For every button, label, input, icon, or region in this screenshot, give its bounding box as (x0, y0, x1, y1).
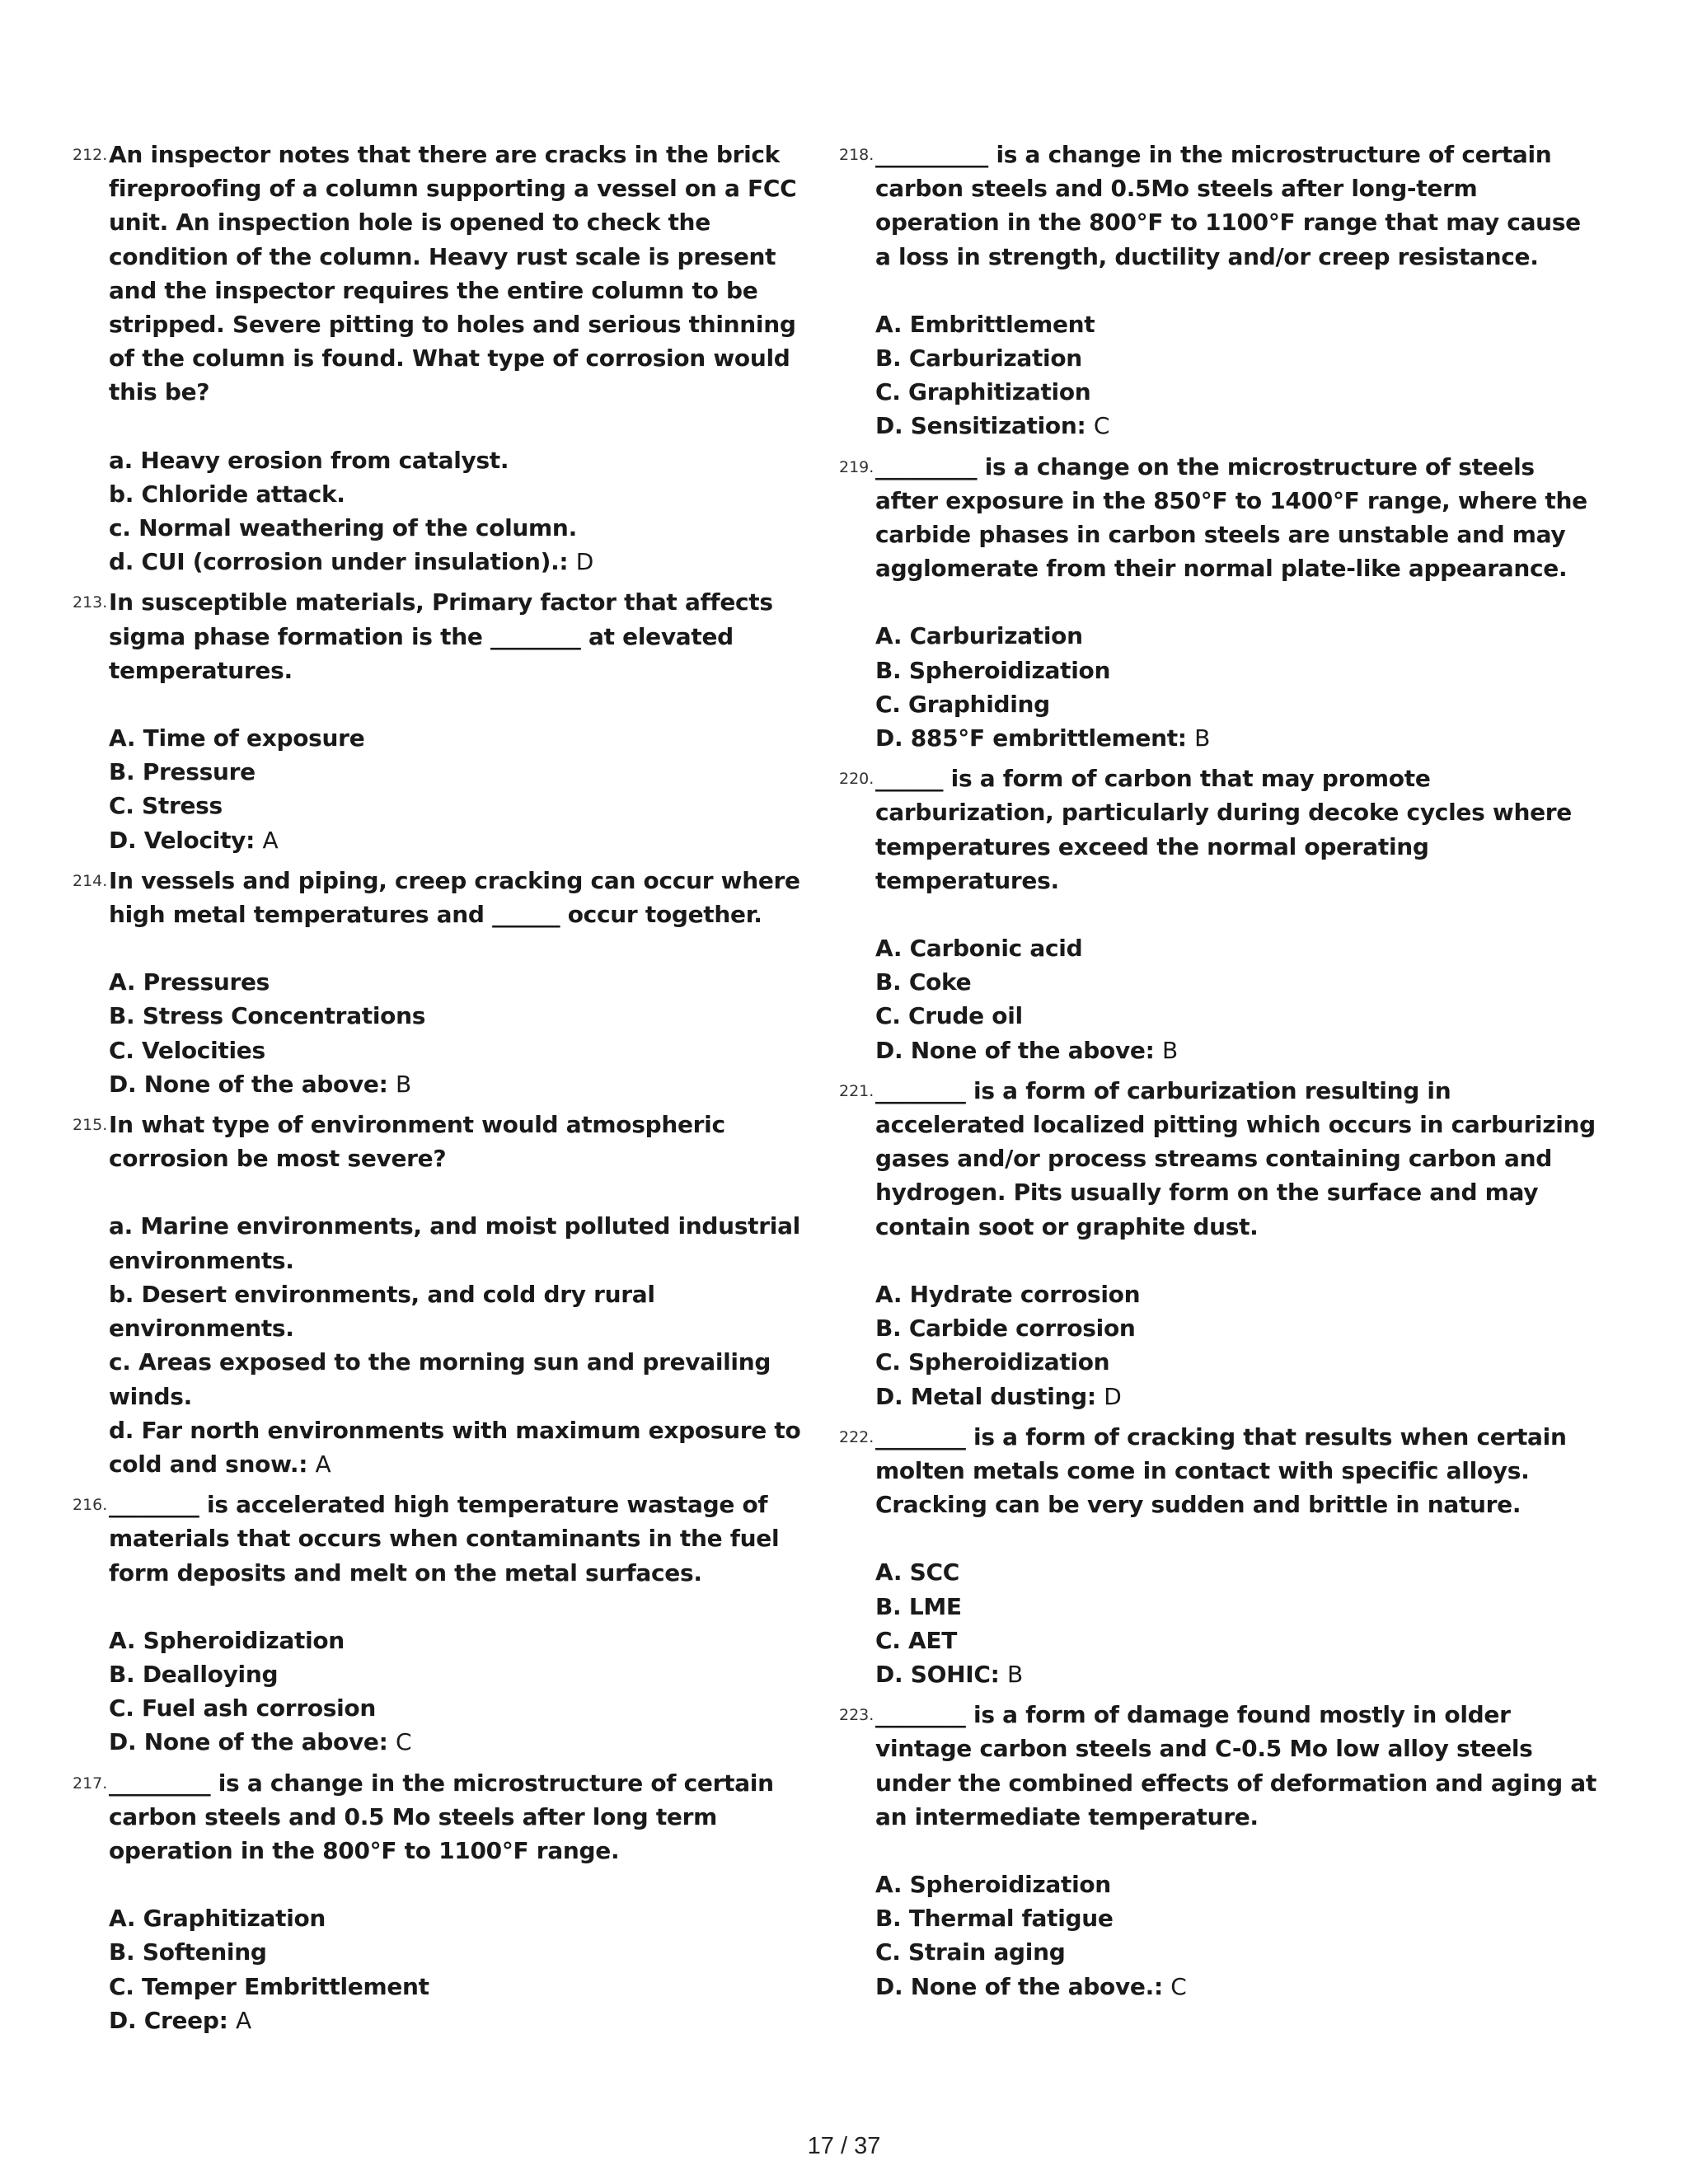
question-221 (839, 1074, 1597, 1413)
question-number: 217. (73, 1774, 108, 1793)
question-stem: ________ is a form of cracking that results when certain molten metals come in contact with specific alloys. Cracking can be very sudden and brittle in nature. (875, 1422, 1567, 1519)
option: a. Marine environments, and moist polluted industrial environments. (109, 1212, 800, 1274)
question-217 (73, 1766, 814, 2037)
answer-key: B (1194, 724, 1211, 752)
answer-key: A (315, 1450, 331, 1478)
options-list (875, 1868, 1597, 2004)
question-stem: In what type of environment would atmospheric corrosion be most severe? (109, 1111, 725, 1173)
option-text: D. Creep: (109, 2006, 228, 2034)
question-number: 220. (839, 770, 874, 789)
option: B. Stress Concentrations (109, 1002, 426, 1030)
options-list (109, 1624, 814, 1760)
option-text: D. None of the above: (109, 1070, 388, 1098)
option: B. Pressure (109, 758, 256, 786)
option: A. Spheroidization (109, 1626, 345, 1654)
question-stem: ________ is a form of carburization resulting in accelerated localized pitting which occurs in carburizing gases and/or process streams containing carbon and hydrogen. Pits usually form on the surface and may contain soot or graphite dust. (875, 1076, 1596, 1240)
question-219 (839, 450, 1597, 756)
question-number: 218. (839, 146, 874, 164)
question-214 (73, 864, 814, 1101)
option: A. Carburization (875, 622, 1083, 650)
question-stem: In susceptible materials, Primary factor that affects sigma phase formation is the ________ at elevated temperatures. (109, 588, 773, 684)
option-text: D. Metal dusting: (875, 1382, 1096, 1410)
left-column (73, 138, 814, 2044)
option: A. Time of exposure (109, 724, 365, 752)
answer-key: D (1104, 1382, 1122, 1410)
option: C. Stress (109, 792, 223, 820)
options-list (109, 1901, 814, 2037)
question-number: 221. (839, 1081, 874, 1100)
option: C. Temper Embrittlement (109, 1972, 429, 2000)
option-text: D. None of the above: (109, 1728, 388, 1756)
options-list (109, 443, 814, 579)
question-number: 215. (73, 1116, 108, 1135)
option: A. Graphitization (109, 1905, 326, 1933)
answer-key: B (1006, 1660, 1023, 1688)
option: B. Spheroidization (875, 656, 1111, 684)
last-option (875, 1657, 1597, 1691)
question-222 (839, 1420, 1597, 1691)
option: a. Heavy erosion from catalyst. (109, 446, 509, 474)
option: A. Hydrate corrosion (875, 1280, 1141, 1308)
question-stem: __________ is a change in the microstructure of certain carbon steels and 0.5Mo steels after long-term operation in the 800°F to 1100°F range that may cause a loss in strength, ductility and/or creep resistance. (875, 141, 1581, 270)
option: C. AET (875, 1626, 958, 1654)
options-list (875, 619, 1597, 755)
last-option (109, 1067, 814, 1101)
question-stem: ________ is accelerated high temperature wastage of materials that occurs when contaminants in the fuel form deposits and melt on the metal surfaces. (109, 1491, 780, 1586)
question-number: 223. (839, 1706, 874, 1725)
option: c. Normal weathering of the column. (109, 514, 577, 542)
question-stem: ______ is a form of carbon that may promote carburization, particularly during decoke cycles where temperatures exceed the normal operating temperatures. (875, 765, 1572, 894)
option-text: d. Far north environments with maximum exposure to cold and snow.: (109, 1416, 801, 1478)
answer-key: C (395, 1728, 412, 1756)
question-stem: ________ is a form of damage found mostly in older vintage carbon steels and C-0.5 Mo low alloy steels under the combined effects of deformation and aging at an intermediate temperature. (875, 1701, 1597, 1830)
option: b. Chloride attack. (109, 480, 345, 508)
option: A. Pressures (109, 968, 270, 996)
option-text: d. CUI (corrosion under insulation).: (109, 548, 569, 576)
option: C. Velocities (109, 1036, 265, 1064)
option-text: D. Velocity: (109, 826, 256, 854)
last-option (875, 721, 1597, 755)
question-number: 213. (73, 593, 108, 612)
answer-key: C (1093, 412, 1110, 440)
right-column (839, 138, 1597, 2010)
question-number: 219. (839, 457, 874, 476)
last-option (109, 823, 814, 857)
last-option (875, 409, 1597, 443)
option-text: D. None of the above.: (875, 1972, 1163, 2000)
option: B. Thermal fatigue (875, 1905, 1114, 1933)
option-text: D. 885°F embrittlement: (875, 724, 1187, 752)
last-option (875, 1970, 1597, 2004)
options-list (875, 931, 1597, 1067)
option: b. Desert environments, and cold dry rural environments. (109, 1280, 655, 1343)
page-number: 17 / 37 (807, 2133, 881, 2159)
question-stem: In vessels and piping, creep cracking can occur where high metal temperatures and ______ occur together. (109, 866, 800, 929)
answer-key: B (395, 1070, 411, 1098)
option: A. Carbonic acid (875, 935, 1083, 963)
option: A. SCC (875, 1558, 960, 1586)
question-stem: _________ is a change on the microstructure of steels after exposure in the 850°F to 1400°F range, where the carbide phases in carbon steels are unstable and may agglomerate from their normal plate-like appearance. (875, 452, 1587, 583)
question-stem: _________ is a change in the microstructure of certain carbon steels and 0.5 Mo steels after long term operation in the 800°F to 1100°F range. (109, 1769, 774, 1864)
option-text: D. Sensitization: (875, 412, 1086, 440)
option: B. Carburization (875, 344, 1082, 373)
option: C. Crude oil (875, 1002, 1023, 1030)
question-stem: An inspector notes that there are cracks in the brick fireproofing of a column supporting a vessel on a FCC unit. An inspection hole is opened to check the condition of the column. Heavy rust scale is present and the inspector requires the entire column to be stripped. Severe pitting to holes and serious thinning of the column is found. What type of corrosion would this be? (109, 141, 797, 406)
last-option (109, 1725, 814, 1759)
options-list (875, 1555, 1597, 1691)
last-option (109, 545, 814, 579)
answer-key: A (262, 826, 279, 854)
option-text: D. None of the above: (875, 1036, 1155, 1064)
question-223 (839, 1698, 1597, 2004)
option: c. Areas exposed to the morning sun and prevailing winds. (109, 1348, 771, 1410)
option: C. Spheroidization (875, 1348, 1110, 1376)
option: C. Fuel ash corrosion (109, 1694, 376, 1722)
options-list (109, 1209, 814, 1481)
question-220 (839, 762, 1597, 1067)
question-213 (73, 585, 814, 856)
option: A. Spheroidization (875, 1870, 1111, 1898)
option: A. Embrittlement (875, 310, 1095, 338)
option: C. Graphiding (875, 690, 1050, 718)
question-number: 216. (73, 1496, 108, 1515)
options-list (875, 1277, 1597, 1413)
last-option (109, 1413, 814, 1481)
last-option (875, 1380, 1597, 1413)
question-218 (839, 138, 1597, 443)
question-number: 222. (839, 1427, 874, 1446)
option: C. Graphitization (875, 378, 1091, 406)
option: B. LME (875, 1592, 962, 1620)
options-list (109, 965, 814, 1101)
answer-key: D (575, 548, 594, 576)
option: B. Dealloying (109, 1660, 279, 1688)
options-list (875, 307, 1597, 443)
question-212 (73, 138, 814, 579)
question-215 (73, 1108, 814, 1481)
option-text: D. SOHIC: (875, 1660, 1000, 1688)
question-number: 214. (73, 871, 108, 890)
question-number: 212. (73, 146, 108, 164)
answer-key: A (235, 2006, 251, 2034)
options-list (109, 721, 814, 857)
option: B. Carbide corrosion (875, 1315, 1136, 1343)
question-216 (73, 1488, 814, 1759)
option: B. Coke (875, 968, 972, 996)
answer-key: C (1170, 1972, 1187, 2000)
option: C. Strain aging (875, 1938, 1066, 1966)
last-option (875, 1033, 1597, 1067)
last-option (109, 2004, 814, 2037)
answer-key: B (1161, 1036, 1178, 1064)
option: B. Softening (109, 1938, 267, 1966)
